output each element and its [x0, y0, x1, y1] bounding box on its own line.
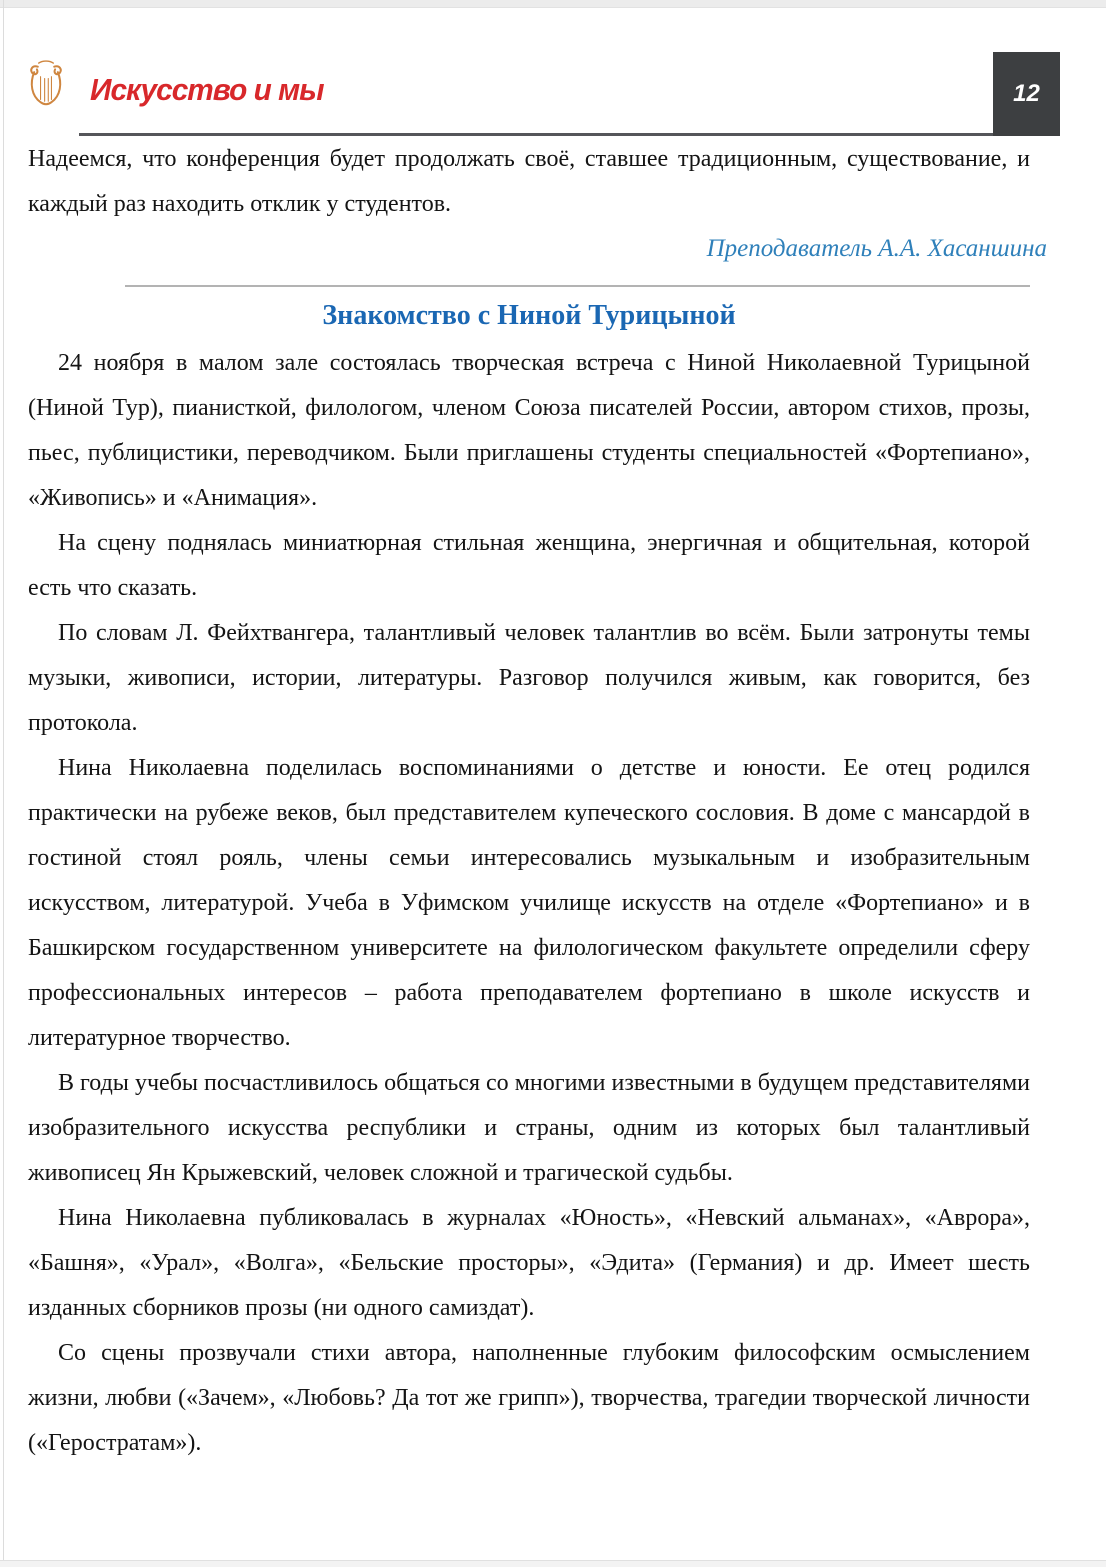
article-body — [28, 137, 1047, 1466]
article-paragraph: Нина Николаевна поделилась воспоминаниями о детстве и юности. Ее отец родился практически на рубеже веков, был представителем купеческого сословия. В доме с мансардой в гостиной стоял рояль, члены семьи интересовались музыкальным и изобразительным искусством, литературой. Учеба в Уфимском училище искусств на отделе «Фортепиано» и в Башкирском государственном университете на филологическом факультете определили сферу профессиональных интересов – работа преподавателем фортепиано в школе искусств и литературное творчество. — [28, 755, 1030, 1051]
teacher-signature: Преподаватель А.А. Хасаншина — [706, 235, 1047, 262]
header-rule — [79, 133, 1060, 136]
article-paragraph: Со сцены прозвучали стихи автора, наполненные глубоким философским осмыслением жизни, любви («Зачем», «Любовь? Да тот же грипп»), творчества, трагедии творческой личности («Геростратам»). — [28, 1340, 1030, 1456]
article-title: Знакомство с Ниной Турицыной — [322, 300, 736, 331]
section-divider — [125, 285, 1030, 287]
lyre-logo-icon — [26, 58, 66, 110]
article-paragraph: Нина Николаевна публиковалась в журналах «Юность», «Невский альманах», «Аврора», «Башня», «Урал», «Волга», «Бельские просторы», «Эдита» (Германия) и др. Имеет шесть изданных сборников прозы (ни одного самиздат). — [28, 1205, 1030, 1321]
article-paragraph: На сцену поднялась миниатюрная стильная женщина, энергичная и общительная, которой есть что сказать. — [28, 530, 1030, 601]
article-paragraph: 24 ноября в малом зале состоялась творческая встреча с Ниной Николаевной Турицыной (Ниной Тур), пианисткой, филологом, членом Союза писателей России, автором стихов, прозы, пьес, публицистики, переводчиком. Были приглашены студенты специальностей «Фортепиано», «Живопись» и «Анимация». — [28, 350, 1030, 511]
page-number-badge — [993, 52, 1060, 136]
page-header — [0, 0, 1106, 137]
page-bottom-edge — [0, 1560, 1106, 1567]
magazine-title: Искусство и мы — [90, 72, 324, 107]
page-number: 12 — [1013, 80, 1040, 107]
page-left-edge — [3, 0, 4, 1567]
intro-paragraph: Надеемся, что конференция будет продолжать своё, ставшее традиционным, существование, и каждый раз находить отклик у студентов. — [28, 146, 1030, 217]
article-paragraph: По словам Л. Фейхтвангера, талантливый человек талантлив во всём. Были затронуты темы музыки, живописи, истории, литературы. Разговор получился живым, как говорится, без протокола. — [28, 620, 1030, 736]
article-paragraph: В годы учебы посчастливилось общаться со многими известными в будущем представителями изобразительного искусства республики и страны, одним из которых был талантливый живописец Ян Крыжевский, человек сложной и трагической судьбы. — [28, 1070, 1030, 1186]
